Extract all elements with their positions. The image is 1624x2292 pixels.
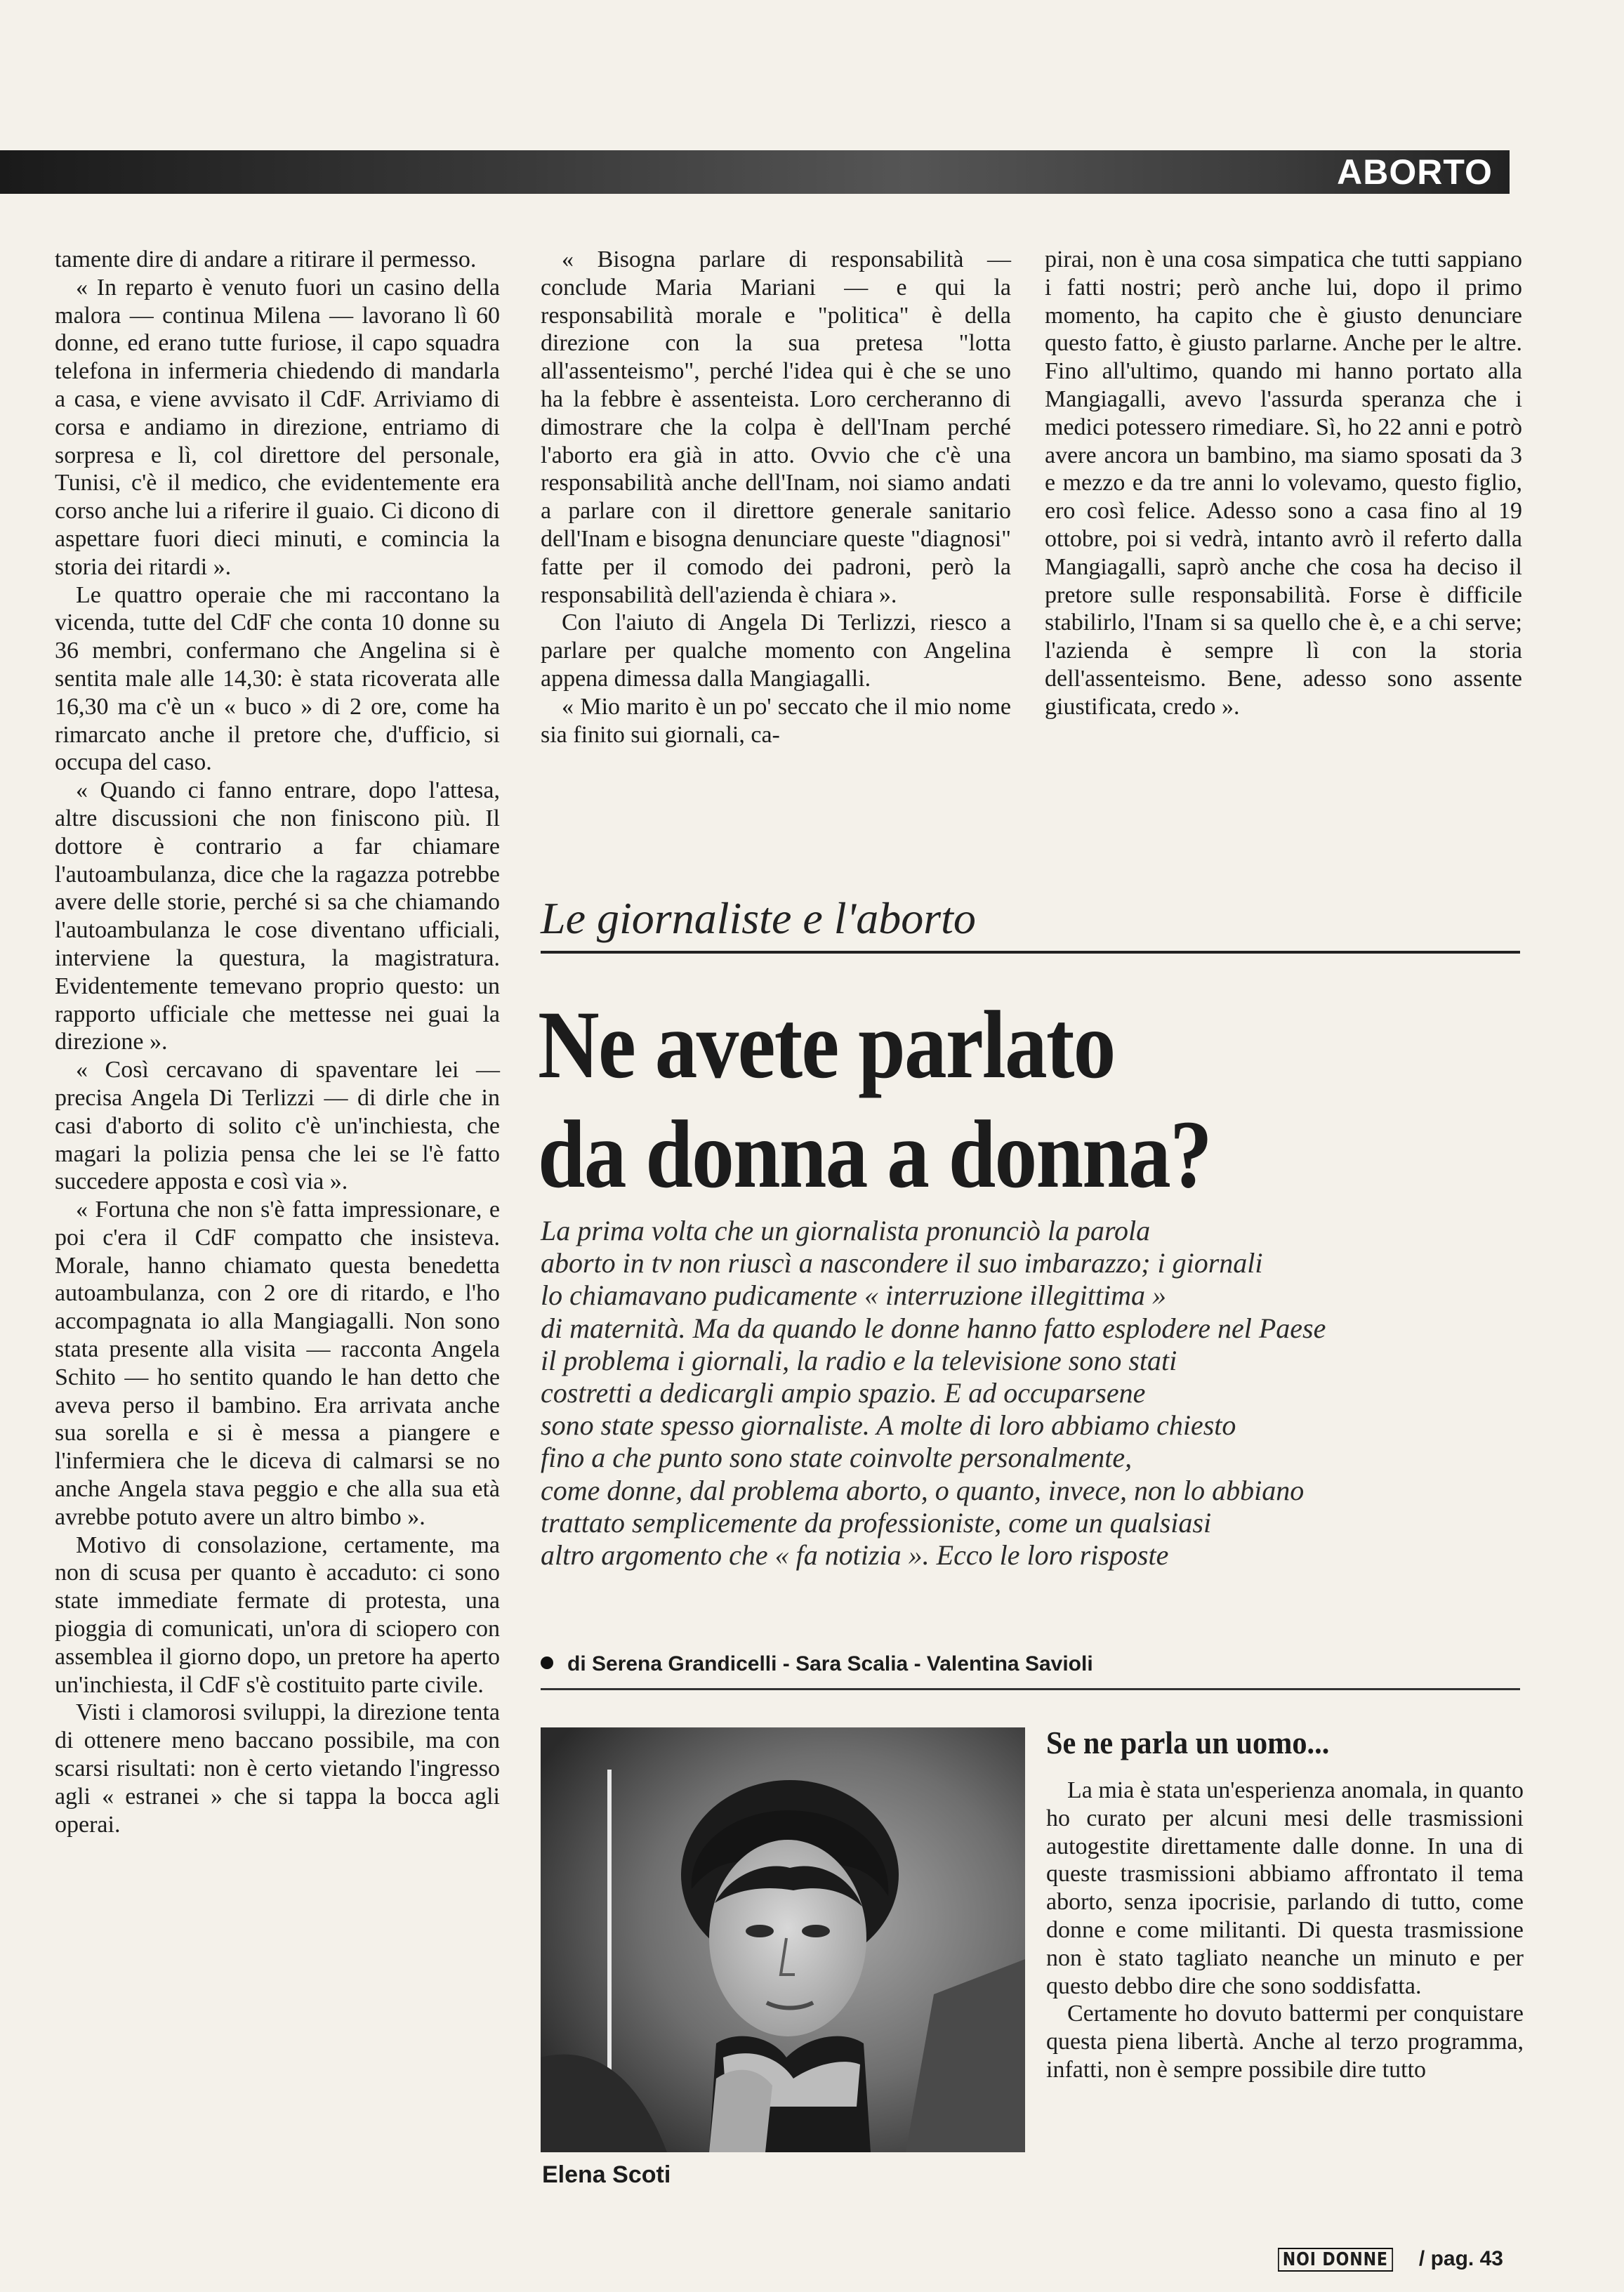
divider	[541, 951, 1520, 954]
standfirst-line: aborto in tv non riuscì a nascondere il suo imbarazzo; i giornali	[541, 1247, 1263, 1279]
standfirst-line: lo chiamavano pudicamente « interruzione illegittima »	[541, 1279, 1166, 1312]
column-1	[55, 246, 500, 1838]
paragraph: Certamente ho dovuto battermi per conquistare questa piena libertà. Anche al terzo programma, infatti, non è sempre possibile dire tutto	[1046, 2001, 1524, 2083]
paragraph: « Mio marito è un po' seccato che il mio nome sia finito sui giornali, ca-	[541, 693, 1011, 748]
paragraph: pirai, non è una cosa simpatica che tutti sappiano i fatti nostri; però anche lui, dopo il primo momento, ha capito che è giusto denunciare questo fatto, è giusto parlarne. Anche per le altre. Fino all'ultimo, quando mi hanno portato alla Mangiagalli, avevo l'assurda speranza che i medici potessero rimediare. Sì, ho 22 anni e potrò avere ancora un bambino, ma siamo sposati da 3 e mezzo e da tre anni lo volevamo, questo figlio, ero così felice. Adesso sono a casa fino al 19 ottobre, poi si vedrà, intanto avrò il referto dalla Mangiagalli, saprò anche che cosa ha deciso il pretore sulle responsabilità. Forse è difficile stabilirlo, l'Inam si sa quello che è, e a chi serve; l'azienda è sempre lì con la storia dell'assenteismo. Bene, adesso sono assente giustificata, credo ».	[1045, 246, 1522, 720]
standfirst-line: costretti a dedicargli ampio spazio. E ad occuparsene	[541, 1377, 1146, 1409]
bullet-icon	[541, 1657, 553, 1669]
standfirst-line: di maternità. Ma da quando le donne hanno fatto esplodere nel Paese	[541, 1312, 1326, 1344]
standfirst-line: come donne, dal problema aborto, o quanto, invece, non lo abbiano	[541, 1474, 1305, 1506]
paragraph: « In reparto è venuto fuori un casino della malora — continua Milena — lavorano lì 60 donne, ed erano tutte furiose, il capo squadra telefona in infermeria chiedendo di mandarla a casa, e viene avvisato il CdF. Arriviamo di corsa e andiamo in direzione, entriamo di sorpresa e lì, col direttore del personale, Tunisi, c'è il medico, che evidentemente era corso anche lui a riferire il guaio. Ci dicono di aspettare fuori dieci minuti, e comincia la storia dei ritardi ».	[55, 274, 500, 580]
headline-line: da donna a donna?	[538, 1100, 1211, 1208]
article-kicker: Le giornaliste e l'aborto	[541, 893, 976, 943]
section-band	[0, 150, 1510, 194]
headline	[538, 990, 1415, 1209]
standfirst-line: altro argomento che « fa notizia ». Ecco le loro risposte	[541, 1539, 1169, 1572]
photo-caption: Elena Scoti	[542, 2161, 671, 2188]
headline-line: Ne avete parlato	[538, 991, 1115, 1098]
column-3	[1045, 246, 1522, 721]
paragraph: « Così cercavano di spaventare lei — precisa Angela Di Terlizzi — di dirle che in casi d'aborto di solito c'è un'inchiesta, che magari la polizia pensa che lei se l'è fatto succedere apposta e così via ».	[55, 1057, 500, 1195]
page-number: / pag. 43	[1418, 2247, 1503, 2270]
paragraph: La mia è stata un'esperienza anomala, in quanto ho curato per alcuni mesi delle trasmissioni autogestite direttamente dalle donne. In una di queste trasmissioni abbiamo affrontato il tema aborto, senza ipocrisie, parlando di tutto, come donne e come militanti. Di questa trasmissione non è stato tagliato neanche un minuto e per questo debbo dire che sono soddisfatta.	[1046, 1777, 1524, 1999]
paragraph: « Quando ci fanno entrare, dopo l'attesa, altre discussioni che non finiscono più. Il dottore è contrario a far chiamare l'autoambulanza, dice che la ragazza potrebbe avere delle storie, perché si sa che chiamando l'autoambulanza le cose diventano ufficiali, interviene la questura, la magistratura. Evidentemente temevano proprio questo: un rapporto ufficiale che mettesse nei guai la direzione ».	[55, 777, 500, 1055]
divider	[541, 1688, 1520, 1690]
standfirst-line: sono state spesso giornaliste. A molte di loro abbiamo chiesto	[541, 1409, 1236, 1442]
paragraph: Le quattro operaie che mi raccontano la vicenda, tutte del CdF che conta 10 donne su 36 membri, confermano che Angelina si è sentita male alle 14,30: è stata ricoverata alle 16,30 ma c'è un « buco » di 2 ore, come ha rimarcato anche il pretore che, d'ufficio, si occupa del caso.	[55, 581, 500, 776]
subheading: Se ne parla un uomo...	[1046, 1725, 1330, 1760]
byline-text: di Serena Grandicelli - Sara Scalia - Valentina Savioli	[567, 1652, 1093, 1675]
standfirst-line: fino a che punto sono state coinvolte personalmente,	[541, 1442, 1133, 1474]
byline	[541, 1650, 1524, 1678]
section-tag: ABORTO	[1337, 152, 1493, 192]
page-footer	[1278, 2247, 1503, 2272]
paragraph: Con l'aiuto di Angela Di Terlizzi, riesco a parlare per qualche momento con Angelina appena dimessa dalla Mangiagalli.	[541, 610, 1011, 692]
paragraph: « Bisogna parlare di responsabilità — conclude Maria Mariani — e qui la responsabilità morale e "politica" è della direzione con la sua pretesa "lotta all'assenteismo", perché l'idea qui è che se uno ha la febbre è assenteista. Loro cercheranno di dimostrare che la colpa è dell'Inam perché l'aborto era già in atto. Ovvio che c'è una responsabilità anche dell'Inam, noi siamo andati a parlare con il direttore generale sanitario dell'Inam e bisogna denunciare queste "diagnosi" fatte per il comodo dei padroni, però la responsabilità dell'azienda è chiara ».	[541, 246, 1011, 608]
standfirst-line: il problema i giornali, la radio e la televisione sono stati	[541, 1344, 1177, 1376]
paragraph: « Fortuna che non s'è fatta impressionare, e poi c'era il CdF compatto che insisteva. Morale, hanno chiamato questa benedetta autoambulanza, con 2 ore di ritardo, e l'ho accompagnata io alla Mangiagalli. Non sono stata presente alla visita — racconta Angela Schito — ho sentito quando le han detto che aveva perso il bambino. Era arrivata anche sua sorella e si è messa a piangere e l'infermiera che le diceva di calmarsi se no anche Angela stava peggio e che alla sua età avrebbe potuto avere un altro bimbo ».	[55, 1197, 500, 1530]
portrait-illustration	[541, 1727, 1025, 2152]
paragraph: Motivo di consolazione, certamente, ma non di scusa per quanto è accaduto: ci sono state immediate fermate di protesta, una pioggia di comunicati, un'ora di sciopero con assemblea il giorno dopo, un pretore ha aperto un'inchiesta, il CdF s'è costituito parte civile.	[55, 1532, 500, 1698]
standfirst-line: La prima volta che un giornalista pronunciò la parola	[541, 1215, 1151, 1246]
standfirst-line: trattato semplicemente da professioniste, come un qualsiasi	[541, 1506, 1212, 1539]
paragraph: tamente dire di andare a ritirare il permesso.	[55, 246, 477, 272]
standfirst	[541, 1215, 1538, 1572]
portrait-photo	[541, 1727, 1025, 2152]
paragraph: Visti i clamorosi sviluppi, la direzione tenta di ottenere meno baccano possibile, ma con scarsi risultati: non è certo vietando l'ingresso agli « estranei » che si tappa la bocca agli operai.	[55, 1699, 500, 1838]
column-4	[1046, 1777, 1524, 2084]
column-2	[541, 246, 1011, 749]
magazine-logo: NOI DONNE	[1278, 2248, 1393, 2272]
